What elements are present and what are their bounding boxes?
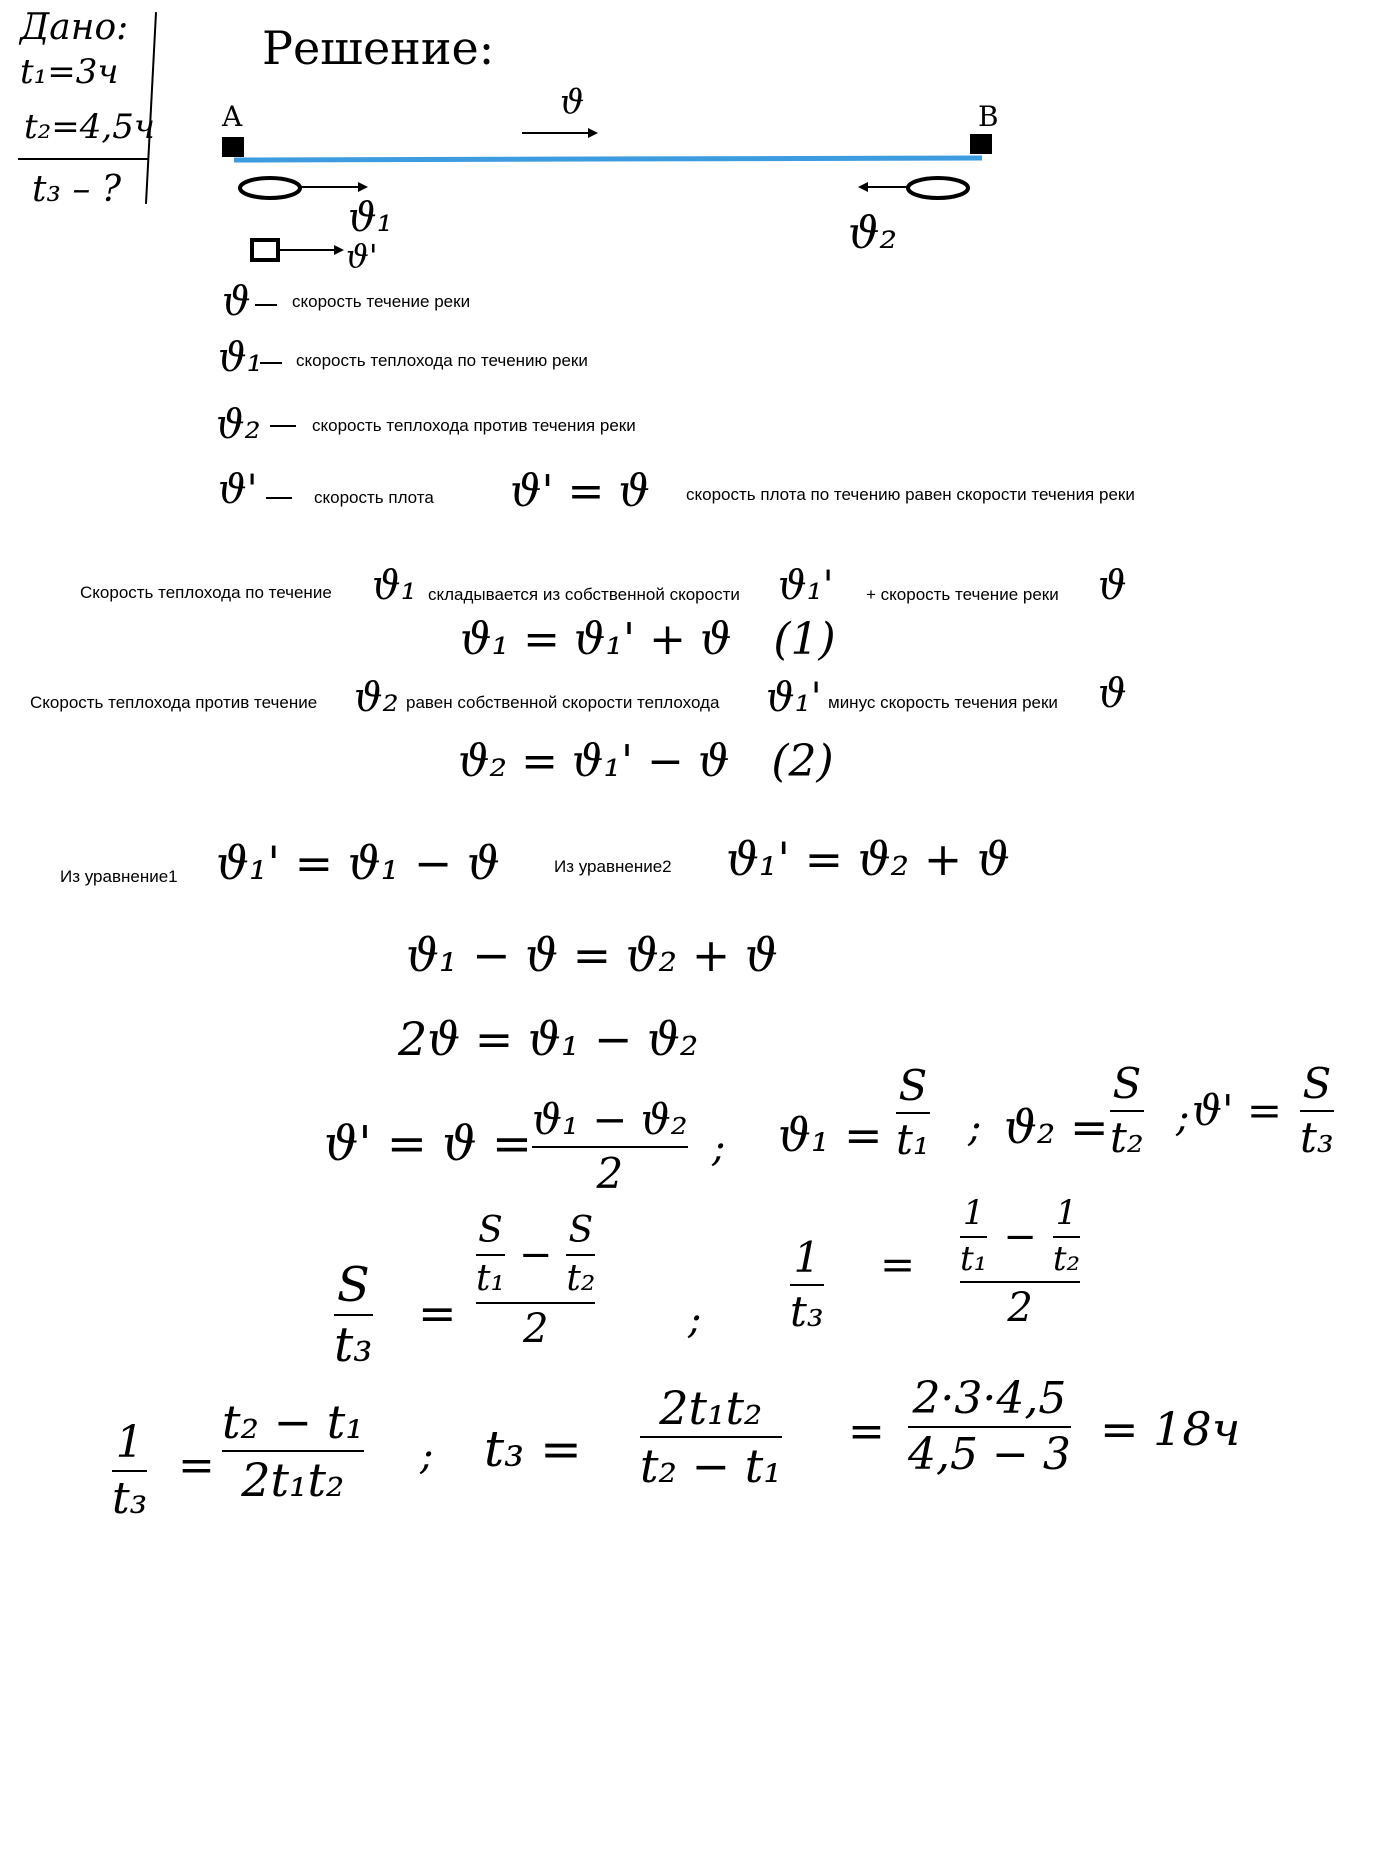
- legend-symbol: ϑ: [222, 282, 277, 322]
- line-e-lhs-den: t₃: [112, 1473, 148, 1525]
- line-e-equals-2: =: [848, 1406, 885, 1457]
- line-c-semicolon-2: ;: [968, 1105, 982, 1151]
- statement-2-sym3: ϑ: [1098, 671, 1127, 717]
- from-eq1: ϑ₁' = ϑ₁ − ϑ: [216, 836, 500, 890]
- statement-2-part1: Скорость теплохода против течение: [30, 693, 318, 712]
- line-c-v3-lhs: ϑ' =: [1192, 1086, 1283, 1135]
- equation-1: ϑ₁ = ϑ₁' + ϑ (1): [460, 614, 836, 665]
- line-d-semicolon: ;: [688, 1297, 702, 1343]
- line-d-right-main-fraction: [960, 1193, 1081, 1332]
- line-d-inner2-num: S: [568, 1210, 594, 1251]
- from-eq2-label: Из уравнение2: [554, 857, 672, 876]
- line-c-v1-den: t₁: [896, 1115, 930, 1165]
- legend-dash: [270, 425, 296, 427]
- statement-2-part2: равен собственной скорости теплохода: [406, 693, 720, 712]
- line-a: ϑ₁ − ϑ = ϑ₂ + ϑ: [406, 928, 778, 982]
- legend-dash: [266, 497, 292, 499]
- line-c-v2-fraction: [1110, 1059, 1144, 1163]
- line-d-right-main-num: $\frac{1}{\text{t₁}}$ − $\frac{1}{\text{t₂}}$: [960, 1193, 1081, 1279]
- river-diagram: [0, 0, 1383, 300]
- line-e-den1: 2t₁t₂: [241, 1453, 345, 1508]
- line-e-semicolon: ;: [420, 1433, 434, 1479]
- line-e-fraction-3: [908, 1373, 1071, 1481]
- statement-1-part2: складывается из собственной скорости: [428, 585, 740, 604]
- line-c-num: ϑ₁ − ϑ₂: [532, 1095, 688, 1144]
- statement-1-part3: + скорость течение реки: [866, 585, 1059, 604]
- line-e-num1: t₂ − t₁: [222, 1395, 364, 1449]
- given-label: Дано:: [20, 7, 129, 48]
- line-e-lhs-fraction: [112, 1417, 148, 1525]
- river-line: [234, 158, 982, 160]
- point-b-label: B: [978, 100, 999, 133]
- line-e-den3: 4,5 − 3: [908, 1429, 1071, 1481]
- statement-2-sym2: ϑ₁': [766, 675, 822, 721]
- line-d-lhs-den: t₃: [334, 1317, 373, 1374]
- line-d-inner2-den: t₂: [566, 1257, 596, 1299]
- line-d-right-lhs-fraction: [790, 1233, 824, 1337]
- line-c-v3-num: S: [1302, 1059, 1332, 1108]
- legend-dash: [260, 362, 282, 364]
- boat-upstream-symbol: ϑ₂: [848, 208, 898, 259]
- raft-symbol: ϑ': [346, 237, 378, 275]
- line-d-right-inner2-num: 1: [1055, 1193, 1078, 1233]
- line-c-v2-den: t₂: [1110, 1113, 1144, 1163]
- line-c-v1-num: S: [898, 1061, 928, 1110]
- line-c-den: 2: [596, 1149, 624, 1199]
- point-a-label: A: [222, 100, 243, 133]
- line-e-num3: 2·3·4,5: [912, 1373, 1067, 1424]
- line-e-den2: t₂ − t₁: [640, 1439, 782, 1494]
- equation-2: ϑ₂ = ϑ₁' − ϑ (2): [458, 736, 834, 787]
- given-t2: t₂=4,5ч: [24, 107, 156, 147]
- line-e-lhs-num: 1: [115, 1417, 144, 1468]
- legend-text: скорость теплохода по течению реки: [296, 351, 588, 370]
- line-d-right-inner1-den: t₁: [960, 1238, 988, 1279]
- line-d-equals: =: [418, 1286, 457, 1340]
- line-d-lhs-fraction: [334, 1257, 373, 1374]
- line-e-t3-lhs: t₃ =: [484, 1420, 582, 1478]
- point-b-marker: [970, 134, 992, 154]
- line-d-main-den: 2: [522, 1305, 549, 1352]
- line-d-inner1-den: t₁: [476, 1257, 505, 1299]
- legend-text: скорость теплохода против течения реки: [312, 416, 636, 435]
- line-b: 2ϑ = ϑ₁ − ϑ₂: [398, 1012, 699, 1066]
- line-e-equals-1: =: [178, 1440, 215, 1491]
- raft-icon: [252, 240, 278, 260]
- boat-upstream-icon: [908, 178, 968, 198]
- legend-text: скорость плота: [314, 488, 434, 507]
- line-d-main-fraction: [476, 1212, 595, 1350]
- line-d-right-inner1-num: 1: [962, 1193, 985, 1233]
- solution-title: Решение:: [262, 21, 495, 75]
- statement-1-part1: Скорость теплохода по течение: [80, 583, 332, 602]
- line-c-v1-lhs: ϑ₁ =: [778, 1108, 883, 1162]
- line-c-semicolon-3: ;: [1176, 1095, 1190, 1141]
- line-d-right-equals: =: [880, 1240, 916, 1289]
- line-e-num2: 2t₁t₂: [659, 1381, 763, 1435]
- from-eq2: ϑ₁' = ϑ₂ + ϑ: [726, 832, 1010, 886]
- line-d-inner1-num: S: [478, 1210, 503, 1251]
- line-c-v2-lhs: ϑ₂ =: [1004, 1100, 1109, 1154]
- legend-symbol: ϑ₂: [216, 402, 261, 448]
- line-e-fraction-2: [640, 1381, 782, 1494]
- legend-text: скорость течение реки: [292, 292, 471, 311]
- line-e-result: = 18ч: [1100, 1402, 1241, 1456]
- line-d-lhs-num: S: [336, 1257, 370, 1313]
- raft-equals-river: ϑ' = ϑ: [510, 466, 650, 517]
- line-c-v1-fraction: [896, 1061, 930, 1165]
- given-t1: t₁=3ч: [20, 52, 119, 92]
- statement-1-sym1: ϑ₁: [372, 563, 417, 609]
- line-d-right-lhs-den: t₃: [790, 1287, 824, 1337]
- line-d-right-inner2-den: t₂: [1052, 1238, 1081, 1279]
- river-speed-symbol: ϑ: [560, 82, 585, 122]
- line-e-fraction-1: [222, 1395, 364, 1508]
- statement-2-sym1: ϑ₂: [354, 675, 399, 721]
- boat-downstream-symbol: ϑ₁: [348, 195, 393, 241]
- given-find: t₃ – ?: [32, 169, 122, 210]
- point-a-marker: [222, 137, 244, 157]
- line-d-right-den: 2: [1007, 1285, 1033, 1332]
- from-eq1-label: Из уравнение1: [60, 867, 178, 886]
- line-c-v3-den: t₃: [1300, 1113, 1334, 1163]
- line-d-right-lhs-num: 1: [793, 1233, 821, 1282]
- boat-downstream-icon: [240, 178, 300, 198]
- line-c-fraction: [532, 1095, 688, 1199]
- statement-2-part3: минус скорость течения реки: [828, 693, 1058, 712]
- line-c-lhs: ϑ' = ϑ =: [324, 1116, 533, 1172]
- raft-note: скорость плота по течению равен скорости течения реки: [686, 485, 1135, 504]
- line-c-v3-fraction: [1300, 1059, 1334, 1163]
- line-c-semicolon-1: ;: [712, 1125, 726, 1171]
- statement-1-sym2: ϑ₁': [778, 563, 834, 609]
- line-c-v2-num: S: [1112, 1059, 1142, 1108]
- line-d-main-num: $\frac{S}{\text{t₁}}$ − $\frac{S}{\text{t₂}}$: [476, 1210, 596, 1299]
- legend-symbol: ϑ₁: [218, 335, 263, 381]
- legend-symbol: ϑ': [218, 467, 258, 513]
- statement-1-sym3: ϑ: [1098, 563, 1127, 609]
